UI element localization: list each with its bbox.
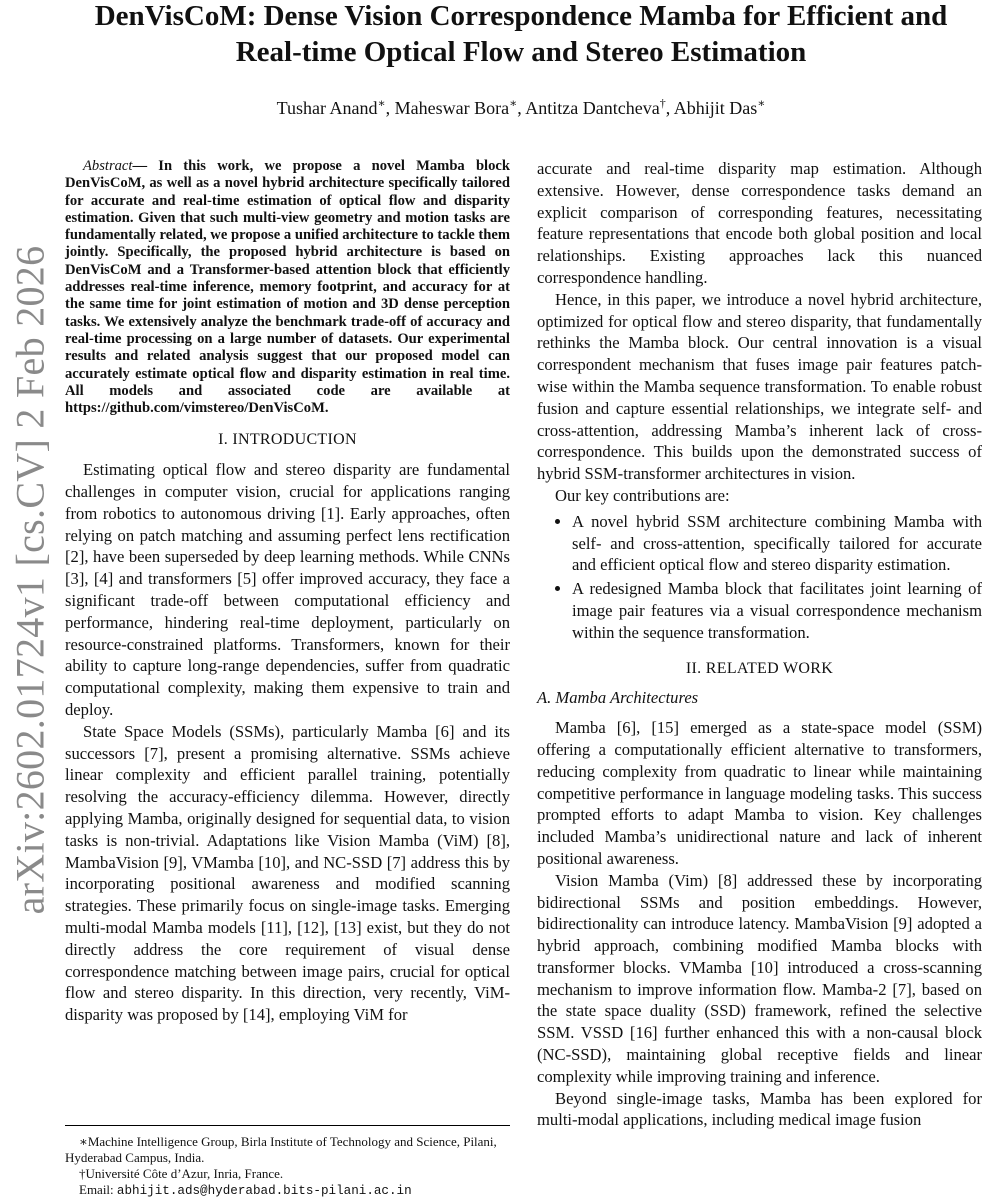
- footnote-affiliation-1: ∗Machine Intelligence Group, Birla Institute of Technology and Science, Pilani, Hyderabad Campus, India.: [65, 1134, 497, 1165]
- author-name: Abhijit Das: [673, 98, 758, 118]
- title-line-1: DenVisCoM: Dense Vision Correspondence Mamba for Efficient and: [94, 0, 948, 32]
- author-name: Maheswar Bora: [394, 98, 510, 118]
- abstract-text: — In this work, we propose a novel Mamba block DenVisCoM, as well as a novel hybrid architecture specifically tailored for accurate and real-time estimation of optical flow and disparity estimation. Given that such multi-view geometry and motion tasks are fundamentally related, we propose a unified architecture to tackle them jointly. Specifically, the proposed hybrid architecture is based on DenVisCoM and a Transformer-based attention block that efficiently addresses real-time inference, memory footprint, and accuracy for at the same time for joint estimation of motion and 3D dense perception tasks. We extensively analyze the benchmark trade-off of accuracy and real-time processing on a large number of datasets. Our experimental results and related analysis suggest that our proposed model can accurately estimate optical flow and disparity estimation in real time. All models and associated code are available at https://github.com/vimstereo/DenVisCoM.: [65, 158, 510, 417]
- author-separator: ,: [517, 98, 526, 118]
- title-line-2: Real-time Optical Flow and Stereo Estimation: [235, 36, 807, 68]
- intro-paragraph-1: Estimating optical flow and stereo disparity are fundamental challenges in computer vision, crucial for applications ranging from robotics to autonomous driving [1]. Early approaches, often relying on patch matching and assuming perfect lens rectification [2], have been superseded by deep learning methods. While CNNs [3], [4] and transformers [5] offer improved accuracy, they face a significant trade-off between computational efficiency and performance, hindering real-time deployment, particularly on resource-constrained platforms. Transformers, known for their ability to capture long-range dependencies, suffer from quadratic computational complexity, making them expensive to train and deploy.: [65, 460, 510, 720]
- footnote-affiliation-2: †Université Côte d’Azur, Inria, France.: [79, 1166, 284, 1181]
- author-name: Tushar Anand: [276, 98, 378, 118]
- abstract-label: Abstract: [83, 158, 133, 174]
- subsection-heading-mamba: A. Mamba Architectures: [537, 688, 699, 708]
- related-paragraph-2: Vision Mamba (Vim) [8] addressed these by incorporating bidirectional SSMs and position embeddings. However, bidirectionality can introduce latency. MambaVision [9] adopted a hybrid approach, combining modified Mamba blocks with transformer blocks. VMamba [10] introduced a cross-scanning mechanism to improve information flow. Mamba-2 [7], based on the state space duality (SSD) framework, refined the selective SSM. VSSD [16] further enhanced this with a non-causal block (NC-SSD), maintaining global receptive fields and linear complexity while improving training and inference.: [537, 870, 982, 1086]
- contributions-list: [537, 511, 982, 644]
- author-separator: ,: [385, 98, 395, 118]
- author-list: [60, 96, 982, 119]
- left-column: [65, 158, 510, 1026]
- abstract: [65, 158, 510, 417]
- email-label: Email:: [79, 1182, 117, 1197]
- footnote-email: [65, 1182, 510, 1199]
- intro-paragraph-3: accurate and real-time disparity map estimation. Although extensive. However, dense correspondence tasks demand an explicit comparison of corresponding features, necessitating feature representations that encode both global position and local relationships. Existing approaches lack this nuanced correspondence handling.: [537, 159, 982, 287]
- author-affiliation-mark: ∗: [757, 96, 766, 110]
- author-affiliation-mark: †: [659, 96, 666, 110]
- right-column: [537, 158, 982, 1131]
- contribution-item: • A novel hybrid SSM architecture combining Mamba with self- and cross-attention, specifically tailored for accurate and efficient optical flow and stereo disparity estimation.: [572, 511, 982, 576]
- section-heading-related-work: II. RELATED WORK: [685, 659, 834, 677]
- author-affiliation-mark: ∗: [377, 96, 386, 110]
- paper-title: [60, 0, 982, 70]
- footnotes: [65, 1125, 510, 1199]
- author-name: Antitza Dantcheva: [525, 98, 660, 118]
- related-paragraph-1: Mamba [6], [15] emerged as a state-space model (SSM) offering a computationally efficient alternative to transformers, reducing complexity from quadratic to linear while maintaining competitive performance in language modeling tasks. This success prompted efforts to adapt Mamba to vision. Key challenges included Mamba’s unidirectional nature and lack of inherent positional awareness.: [537, 718, 982, 868]
- contributions-intro: Our key contributions are:: [555, 485, 730, 505]
- section-heading-introduction: I. INTRODUCTION: [218, 431, 357, 449]
- email-address: abhijit.ads@hyderabad.bits-pilani.ac.in: [116, 1184, 412, 1198]
- author-separator: ,: [665, 98, 674, 118]
- author-affiliation-mark: ∗: [509, 96, 518, 110]
- intro-paragraph-2: State Space Models (SSMs), particularly Mamba [6] and its successors [7], present a promising alternative. SSMs achieve linear complexity and efficient parallel training, potentially resolving the accuracy-efficiency dilemma. However, directly applying Mamba, originally designed for sequential data, to vision tasks is non-trivial. Adaptations like Vision Mamba (ViM) [8], MambaVision [9], VMamba [10], and NC-SSD [7] address this by incorporating positional awareness and modified scanning strategies. These primarily focus on single-image tasks. Emerging multi-modal Mamba models [11], [12], [13] exist, but they do not directly address the core requirement of visual dense correspondence matching between image pairs, crucial for optical flow and stereo disparity. In this direction, very recently, ViM-disparity was proposed by [14], employing ViM for: [65, 721, 510, 1025]
- contribution-item: • A redesigned Mamba block that facilitates joint learning of image pair features via a visual correspondence mechanism within the sequence transformation.: [572, 578, 982, 643]
- arxiv-identifier-text: arXiv:2602.01724v1 [cs.CV] 2 Feb 2026: [7, 245, 53, 915]
- intro-paragraph-4: Hence, in this paper, we introduce a novel hybrid architecture, optimized for optical flow and stereo disparity, that fundamentally rethinks the Mamba block. Our central innovation is a visual correspondent mechanism that fuses image pair features patch-wise within the Mamba sequence transformation. To enable robust fusion and capture essential relationships, we integrate self- and cross-attention, addressing Mamba’s inherent lack of cross-correspondence. This builds upon the demonstrated success of hybrid SSM-transformer architectures in vision.: [537, 289, 982, 484]
- related-paragraph-3: Beyond single-image tasks, Mamba has been explored for multi-modal applications, including medical image fusion: [537, 1088, 982, 1130]
- arxiv-identifier-stamp: [0, 0, 58, 1200]
